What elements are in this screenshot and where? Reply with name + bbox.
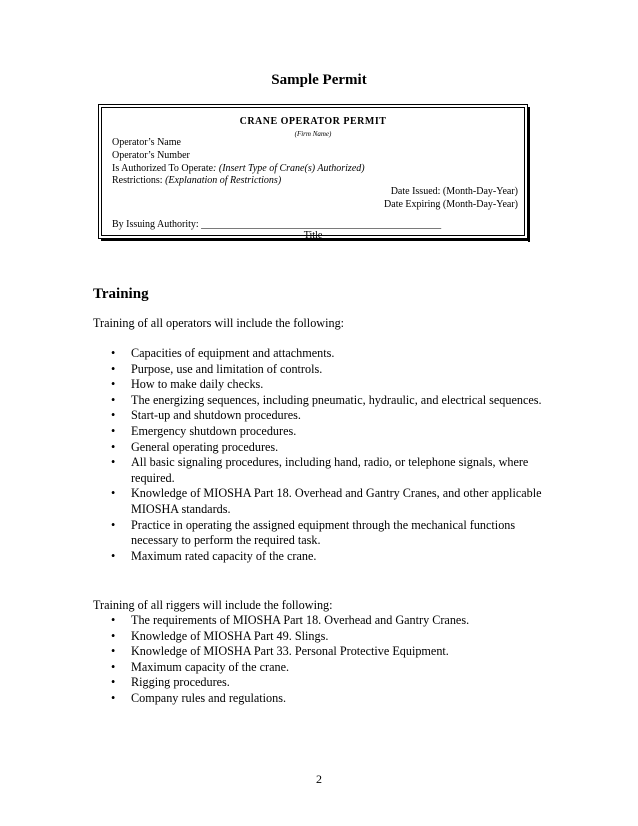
bullet-icon: • <box>111 392 116 407</box>
bullet-icon: • <box>111 377 116 392</box>
list-item-text: Company rules and regulations. <box>131 690 287 705</box>
bullet-icon: • <box>111 361 116 376</box>
list-item-text: The energizing sequences, including pneumatic, hydraulic, and electrical sequences. <box>131 392 542 407</box>
operators-intro: Training of all operators will include the following: <box>93 316 345 330</box>
operator-training-list <box>93 346 553 564</box>
permit-inner-border <box>101 107 525 241</box>
permit-operator-name: Operator’s Name <box>112 137 181 148</box>
bullet-icon: • <box>111 659 116 674</box>
list-item-text: All basic signaling procedures, including hand, radio, or telephone signals, where required. <box>131 455 529 485</box>
list-item <box>93 691 553 707</box>
list-item-text: The requirements of MIOSHA Part 18. Overhead and Gantry Cranes. <box>131 613 470 627</box>
page-title: Sample Permit <box>271 72 367 88</box>
list-item-text: Practice in operating the assigned equipment through the mechanical functions necessary to perform the required task. <box>131 517 516 548</box>
permit-restrictions-line <box>112 175 281 187</box>
list-item-text: Knowledge of MIOSHA Part 33. Personal Protective Equipment. <box>131 644 449 659</box>
list-item <box>93 518 553 549</box>
list-item <box>93 660 553 676</box>
permit-restrictions-value: (Explanation of Restrictions) <box>165 175 282 186</box>
bullet-icon: • <box>111 423 116 438</box>
permit-title-label: Title <box>303 230 323 241</box>
list-item <box>93 629 553 645</box>
permit-firm-name: (Firm Name) <box>294 130 332 138</box>
bullet-icon: • <box>111 548 116 563</box>
list-item <box>93 408 553 424</box>
list-item-text: Start-up and shutdown procedures. <box>131 408 301 423</box>
list-item-text: Emergency shutdown procedures. <box>131 423 297 438</box>
list-item-text: Knowledge of MIOSHA Part 49. Slings. <box>131 628 329 643</box>
list-item-text: Maximum rated capacity of the crane. <box>131 548 317 563</box>
bullet-icon: • <box>111 690 116 705</box>
list-item <box>93 613 553 629</box>
list-item <box>93 644 553 660</box>
list-item <box>93 486 553 517</box>
rigger-training-list <box>93 613 553 707</box>
permit-authorized-label: Is Authorized To Operate <box>112 163 214 174</box>
permit-authorized-value: : (Insert Type of Crane(s) Authorized) <box>213 163 365 174</box>
permit-date-issued: Date Issued: (Month-Day-Year) <box>390 186 518 197</box>
list-item <box>93 440 553 456</box>
permit-shadow <box>528 107 530 242</box>
permit-date-expiring: Date Expiring (Month-Day-Year) <box>384 199 518 210</box>
list-item-text: Purpose, use and limitation of controls. <box>131 361 323 376</box>
list-item-text: How to make daily checks. <box>131 377 264 392</box>
bullet-icon: • <box>111 346 116 360</box>
training-heading: Training <box>93 286 149 302</box>
list-item <box>93 393 553 409</box>
list-item-text: Maximum capacity of the crane. <box>131 659 290 674</box>
list-item <box>93 549 553 565</box>
list-item <box>93 675 553 691</box>
bullet-icon: • <box>111 675 116 690</box>
list-item <box>93 362 553 378</box>
bullet-icon: • <box>111 644 116 659</box>
permit-restrictions-label: Restrictions: <box>112 175 166 186</box>
bullet-icon: • <box>111 613 116 627</box>
bullet-icon: • <box>111 408 116 423</box>
permit-box <box>98 104 528 239</box>
permit-operator-number: Operator’s Number <box>112 150 190 161</box>
permit-issuing-authority: By Issuing Authority: ________________________________________________ <box>112 219 442 230</box>
list-item <box>93 377 553 393</box>
list-item-text: Knowledge of MIOSHA Part 18. Overhead and Gantry Cranes, and other applicable MIOSHA standards. <box>131 486 542 516</box>
list-item <box>93 455 553 486</box>
bullet-icon: • <box>111 486 116 501</box>
bullet-icon: • <box>111 455 116 470</box>
list-item-text: Capacities of equipment and attachments. <box>131 346 335 360</box>
riggers-intro: Training of all riggers will include the following: <box>93 598 333 612</box>
page-number: 2 <box>316 772 322 786</box>
bullet-icon: • <box>111 628 116 643</box>
bullet-icon: • <box>111 517 116 532</box>
list-item-text: Rigging procedures. <box>131 675 230 690</box>
permit-heading: CRANE OPERATOR PERMIT <box>239 116 387 127</box>
list-item <box>93 346 553 362</box>
list-item-text: General operating procedures. <box>131 439 279 454</box>
bullet-icon: • <box>111 439 116 454</box>
list-item <box>93 424 553 440</box>
permit-authorized-line <box>112 163 365 175</box>
